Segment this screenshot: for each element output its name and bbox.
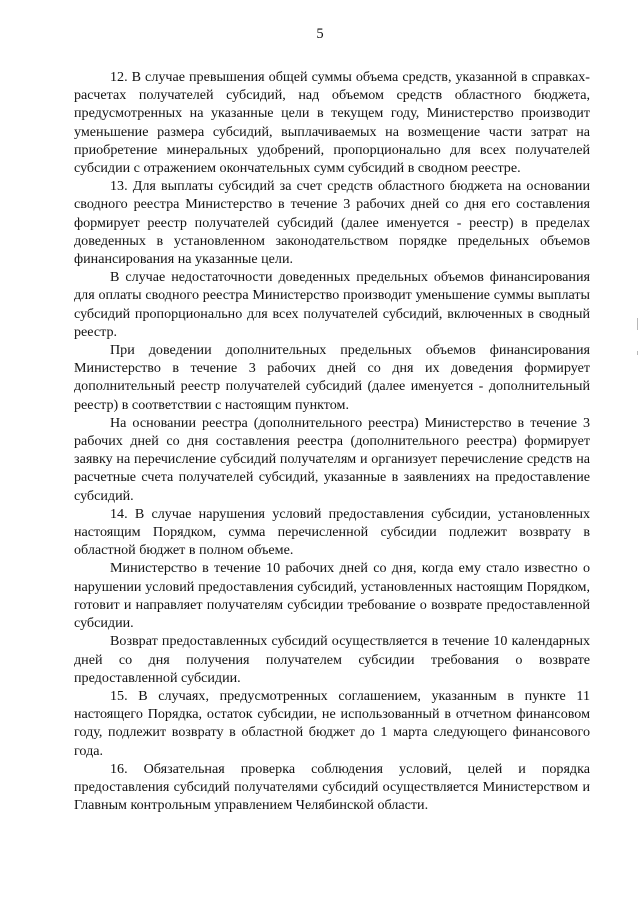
paragraph-13: 13. Для выплаты субсидий за счет средств областного бюджета на основании сводного реестра Министерство в течение 3 рабочих дней со дня его составления формирует реестр получателей субсидий (далее именуется - реестр) в пределах доведенных в установленном законодательством порядке предельных объемов финансирования на указанные цели. — [74, 178, 590, 268]
paragraph-13-payment-request: На основании реестра (дополнительного реестра) Министерство в течение 3 рабочих дней со дня составления реестра (дополнительного реестра) формирует заявку на перечисление субсидий получателям и организует перечисление средств на расчетные счета получателей субсидий, указанные в заявлениях на предоставление субсидий. — [74, 414, 590, 504]
document-body — [74, 68, 590, 814]
paragraph-13-insufficient-funds: В случае недостаточности доведенных предельных объемов финансирования для оплаты сводного реестра Министерство производит уменьшение суммы выплаты субсидий пропорционально для всех получателей субсидий, включенных в сводный реестр. — [74, 269, 590, 340]
page-number: 5 — [316, 26, 324, 42]
paragraph-14: 14. В случае нарушения условий предоставления субсидии, установленных настоящим Порядком, сумма перечисленной субсидии подлежит возврату в областной бюджет в полном объеме. — [74, 505, 590, 559]
paragraph-15: 15. В случаях, предусмотренных соглашением, указанным в пункте 11 настоящего Порядка, остаток субсидии, не использованный в отчетном финансовом году, подлежит возврату в областной бюджет до 1 марта следующего финансового года. — [74, 687, 590, 759]
paragraph-12: 12. В случае превышения общей суммы объема средств, указанной в справках-расчетах получателей субсидий, над объемом средств областного бюджета, предусмотренных на указанные цели в текущем году, Министерство производит уменьшение размера субсидий, выплачиваемых на возмещение части затрат на приобретение минеральных удобрений, пропорционально для всех получателей субсидии с отражением окончательных сумм субсидий в сводном реестре. — [74, 69, 590, 177]
paragraph-14-return-demand: Министерство в течение 10 рабочих дней со дня, когда ему стало известно о нарушении условий предоставления субсидий, установленных настоящим Порядком, готовит и направляет получателям субсидии требование о возврате предоставленной субсидии. — [74, 560, 590, 632]
paragraph-16: 16. Обязательная проверка соблюдения условий, целей и порядка предоставления субсидий получателями субсидий осуществляется Министерством и Главным контрольным управлением Челябинской области. — [74, 760, 590, 814]
paragraph-13-additional-funds: При доведении дополнительных предельных объемов финансирования Министерство в течение 3 рабочих дней со дня их доведения формирует дополнительный реестр получателей субсидий (далее именуется - дополнительный реестр) в соответствии с настоящим пунктом. — [74, 342, 590, 413]
scan-edge-mark — [637, 318, 638, 330]
scan-edge-mark — [637, 351, 638, 355]
paragraph-14-return-term: Возврат предоставленных субсидий осуществляется в течение 10 календарных дней со дня получения получателем субсидии требования о возврате предоставленной субсидии. — [74, 633, 590, 686]
